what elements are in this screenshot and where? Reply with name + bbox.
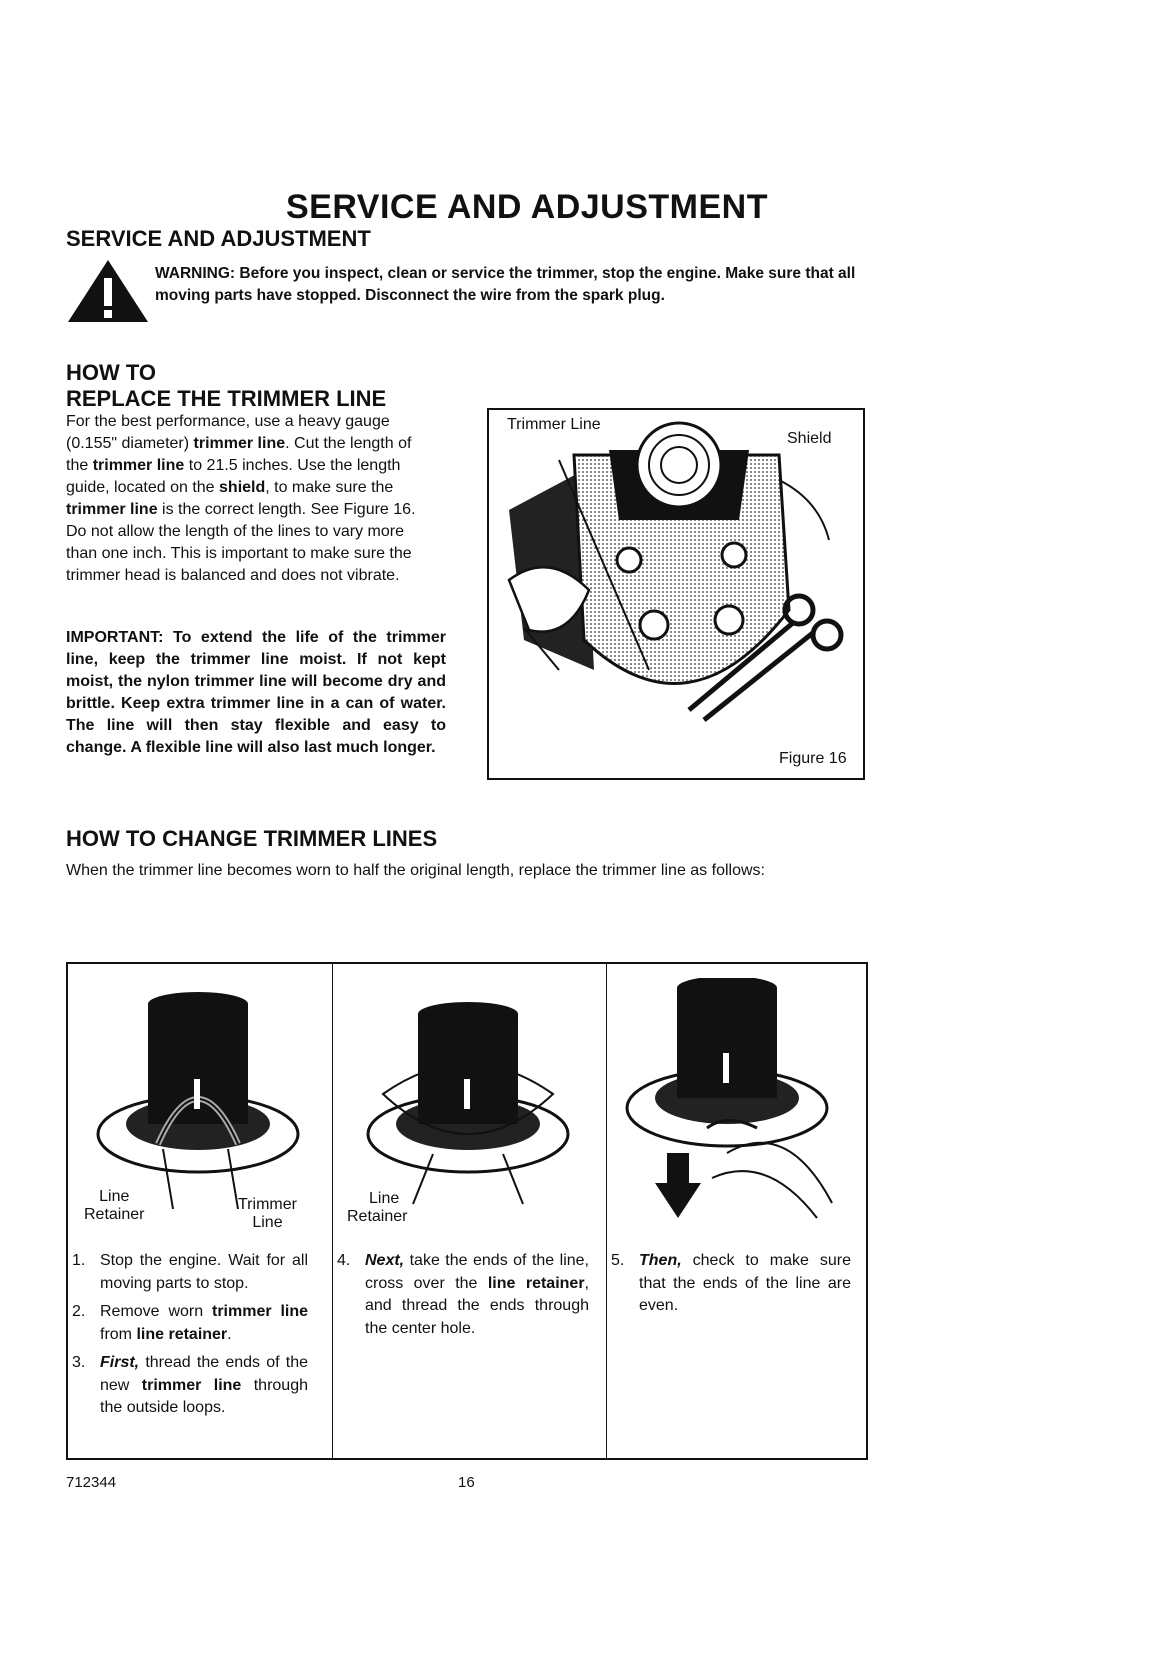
trimmer-head-step2-illustration [353, 994, 583, 1214]
doc-number: 712344 [66, 1474, 117, 1491]
label-line-retainer-panel2: Line Retainer [347, 1190, 408, 1225]
important-paragraph: IMPORTANT: To extend the life of the trimmer line, keep the trimmer line moist. If not kept moist, the nylon trimmer line will become dry and brittle. Keep extra trimmer line in a can of water. The line will then stay flexible and easy to change. A flexible line will also last much longer. [66, 629, 446, 756]
page-title: SERVICE AND ADJUSTMENT [285, 188, 769, 226]
trimmer-head-step3-illustration [617, 978, 857, 1228]
change-heading: HOW TO CHANGE TRIMMER LINES [66, 826, 438, 851]
label-trimmer-line-panel1: Trimmer Line [238, 1196, 297, 1231]
warning-text: WARNING: Before you inspect, clean or service the trimmer, stop the engine. Make sure that all moving parts have stopped. Disconnect the wire from the spark plug. [155, 265, 856, 304]
figure-caption: Figure 16 [779, 750, 847, 767]
step-2: 2. Remove worn trimmer line from line retainer. [72, 1303, 309, 1343]
replace-paragraph: For the best performance, use a heavy gauge (0.155" diameter) trimmer line. Cut the length of the trimmer line to 21.5 inches. Use the length guide, located on the shield, to make sure the trimmer line is the correct length. See Figure 16. Do not allow the length of the lines to vary more than one inch. This is important to make sure the trimmer head is balanced and does not vibrate. [66, 413, 416, 584]
steps-table [66, 962, 868, 1460]
label-line-retainer: Line Retainer [84, 1188, 145, 1223]
step-4: 4. Next, take the ends of the line, cross over the line retainer, and thread the ends through the center hole. [337, 1252, 590, 1337]
figure-16 [487, 408, 865, 780]
step-1: 1. Stop the engine. Wait for all moving parts to stop. [72, 1252, 308, 1292]
section-title: SERVICE AND ADJUSTMENT [66, 226, 371, 251]
step-5: 5. Then, check to make sure that the ends of the line are even. [611, 1252, 851, 1314]
step-panel-3 [606, 964, 866, 1458]
trimmer-head-step1-illustration [88, 984, 318, 1214]
label-trimmer-line: Trimmer Line [507, 416, 601, 433]
step-panel-2 [332, 964, 604, 1458]
warning-triangle-icon [66, 258, 150, 324]
steps-list-3 [607, 1250, 851, 1324]
page-number: 16 [458, 1474, 475, 1491]
trimmer-head-illustration [489, 410, 863, 778]
steps-list-1 [68, 1250, 308, 1426]
steps-list-2 [333, 1250, 589, 1346]
change-intro: When the trimmer line becomes worn to half the original length, replace the trimmer line as follows: [66, 862, 765, 879]
label-shield: Shield [787, 430, 832, 447]
replace-heading: HOW TO REPLACE THE TRIMMER LINE [66, 360, 387, 411]
step-panel-1 [68, 964, 330, 1458]
step-3: 3. First, thread the ends of the new trimmer line through the outside loops. [72, 1354, 308, 1416]
